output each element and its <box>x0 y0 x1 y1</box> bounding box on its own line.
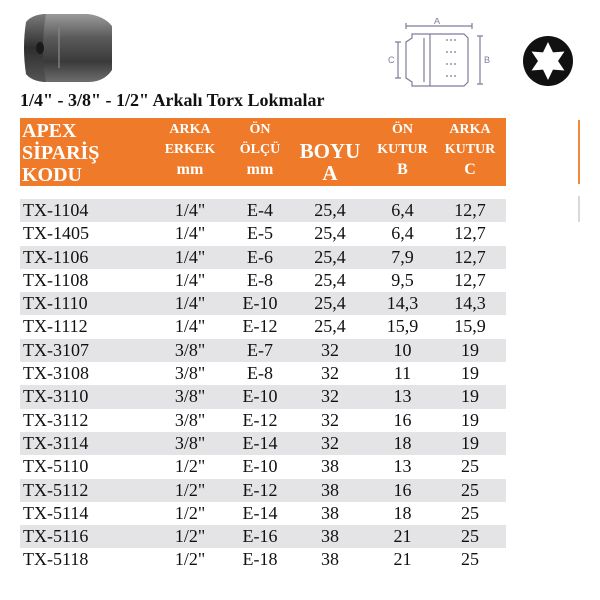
product-visuals <box>0 0 600 95</box>
page-title: 1/4" - 3/8" - 1/2" Arkalı Torx Lokmalar <box>20 90 325 110</box>
table-row: TX-1405 1/4" E-5 25,4 6,4 12,7 <box>23 223 486 244</box>
table-row: TX-1112 1/4" E-12 25,4 15,9 15,9 <box>23 316 486 337</box>
table-row: TX-3112 3/8" E-12 32 16 19 <box>23 409 479 430</box>
table-row: TX-3107 3/8" E-7 32 10 19 <box>20 339 506 362</box>
socket-dimension-diagram <box>376 18 496 96</box>
label-a: A <box>434 18 441 26</box>
label-b: B <box>484 55 491 65</box>
header-back-drive: ARKA ERKEK mm <box>164 122 216 178</box>
header-back-diameter: ARKA KUTUR C <box>444 122 496 178</box>
decorative-divider <box>578 120 580 184</box>
table-row: TX-5118 1/2" E-18 38 21 25 <box>23 549 479 570</box>
socket-photo-icon <box>18 8 118 88</box>
header-front-size: ÖN ÖLÇÜ mm <box>239 122 281 178</box>
header-length: BOYU A <box>299 139 361 185</box>
label-c: C <box>388 55 395 65</box>
table-row: TX-1108 1/4" E-8 25,4 9,5 12,7 <box>23 269 486 290</box>
header-order-code: APEX SİPARİŞ KODU <box>22 120 100 186</box>
table-row: TX-5110 1/2" E-10 38 13 25 <box>23 456 479 477</box>
table-body <box>20 199 506 572</box>
table-row: TX-1110 1/4" E-10 25,4 14,3 14,3 <box>20 292 506 315</box>
table-row: TX-3110 3/8" E-10 32 13 19 <box>20 385 506 408</box>
torx-star-icon <box>522 35 574 87</box>
table-row: TX-3108 3/8" E-8 32 11 19 <box>23 363 479 384</box>
table-row: TX-3114 3/8" E-14 32 18 19 <box>20 432 506 455</box>
header-front-diameter: ÖN KUTUR B <box>377 122 428 178</box>
decorative-divider <box>578 196 580 222</box>
table-row: TX-5112 1/2" E-12 38 16 25 <box>20 479 506 502</box>
table-header <box>20 118 506 186</box>
table-row: TX-1104 1/4" E-4 25,4 6,4 12,7 <box>20 199 506 222</box>
table-row: TX-5116 1/2" E-16 38 21 25 <box>20 525 506 548</box>
table-row: TX-5114 1/2" E-14 38 18 25 <box>23 502 479 523</box>
table-row: TX-1106 1/4" E-6 25,4 7,9 12,7 <box>20 246 506 269</box>
